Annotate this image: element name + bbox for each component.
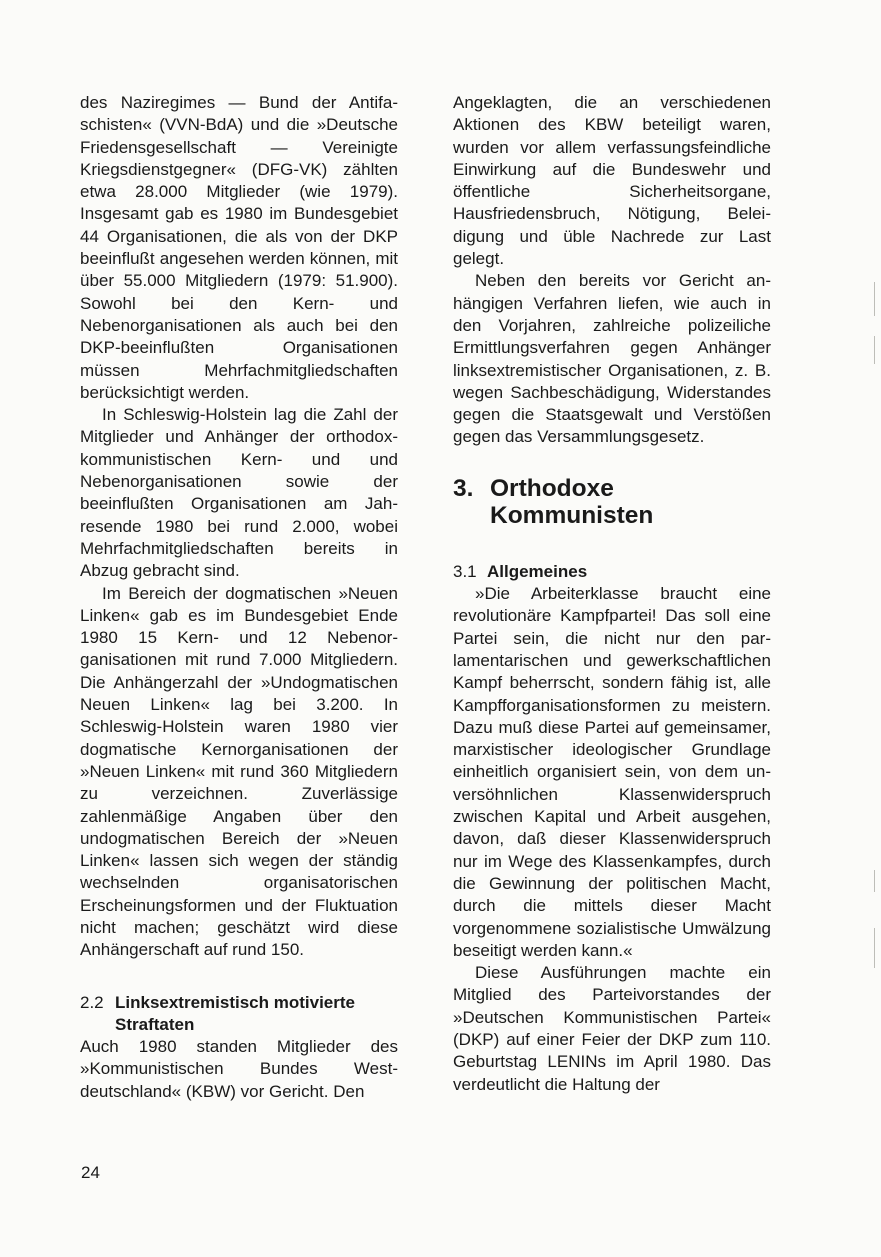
subsection-heading-3-1 [453, 561, 771, 583]
subsection-title: Linksextremistisch motivierte Straftaten [115, 992, 355, 1034]
scan-mark [874, 870, 875, 892]
right-paragraph-4: Diese Ausführungen machte ein Mitglied des Parteivorstandes der »Deutschen Kommunistischen Partei« (DKP) auf einer Feier der DKP zum 110. Geburtstag LENINs im April 1980. Das verdeutlicht die Haltung der [453, 963, 771, 1094]
left-paragraph-3: Im Bereich der dogmatischen »Neuen Linken« gab es im Bundesgebiet Ende 1980 15 Kern- und 12 Nebenorganisationen mit rund 7.000 Mitgliedern. Die Anhängerzahl der »Undogmatischen Neuen Linken« lag bei 3.200. In Schleswig-Holstein waren 1980 vier dogmatische Kernorganisationen der »Neuen Linken« mit rund 360 Mitgliedern zu verzeichnen. Zuverlässige zahlenmäßige Angaben über den undogmatischen Bereich der »Neuen Linken« lassen sich wegen der ständig wechselnden organisatorischen Erscheinungsformen und der Fluktuation nicht machen; geschätzt wird diese Anhängerschaft auf rund 150. [80, 583, 398, 960]
section-number: 3. [453, 474, 474, 502]
section-title: Orthodoxe Kommunisten [490, 474, 654, 529]
subsection-heading-2-2 [80, 992, 398, 1037]
section-heading-3 [453, 475, 771, 529]
right-paragraph-3: »Die Arbeiterklasse braucht eine revolutionäre Kampfpartei! Das soll eine Partei sein, die nicht nur den parlamentarischen und gewerkschaftlichen Kampf beherrscht, sondern fähig ist, alle Kampfforganisationsformen zu meistern. Dazu muß diese Partei auf gemeinsamer, marxistischer ideologischer Grundlage einheitlich organisiert sein, von dem unversöhnlichen Klassenwiderspruch zwischen Kapital und Arbeit ausgehen, davon, daß dieser Klassenwiderspruch nur im Wege des Klassenkampfes, durch die Gewinnung der politischen Macht, durch die mittels dieser Macht vorgenommene sozialistische Umwälzung beseitigt werden kann.« [453, 584, 771, 960]
subsection-number: 3.1 [453, 561, 477, 581]
subsection-title: Allgemeines [487, 561, 588, 581]
right-column [453, 92, 771, 1096]
left-paragraph-1: des Naziregimes — Bund der Antifaschisten« (VVN-BdA) und die »Deutsche Friedensgesellschaft — Vereinigte Kriegsdienstgegner« (DFG-VK) zählten etwa 28.000 Mitglieder (wie 1979). Insgesamt gab es 1980 im Bundesgebiet 44 Organisationen, die als von der DKP beeinflußt angesehen werden können, mit über 55.000 Mitgliedern (1979: 51.900). Sowohl bei den Kern- und Nebenorganisationen als auch bei den DKP-beeinflußten Organisationen müssen Mehrfachmitgliedschaften berücksichtigt werden. [80, 93, 398, 402]
page-number: 24 [81, 1163, 100, 1182]
left-column [80, 92, 398, 1103]
left-paragraph-2: In Schleswig-Holstein lag die Zahl der Mitglieder und Anhänger der orthodox-kommunistischen Kern- und und Nebenorganisationen sowie der beeinflußten Organisationen am Jahresende 1980 bei rund 2.000, wobei Mehrfachmitgliedschaften bereits in Abzug gebracht sind. [80, 405, 398, 581]
subsection-number: 2.2 [80, 992, 104, 1012]
scan-mark [874, 282, 875, 316]
left-paragraph-4: Auch 1980 standen Mitglieder des »Kommunistischen Bundes Westdeutschland« (KBW) vor Gericht. Den [80, 1037, 398, 1101]
right-paragraph-2: Neben den bereits vor Gericht anhängigen Verfahren liefen, wie auch in den Vorjahren, zahlreiche polizeiliche Ermittlungsverfahren gegen Anhänger linksextremistischer Organisationen, z. B. wegen Sachbeschädigung, Widerstandes gegen die Staatsgewalt und Verstößen gegen das Versammlungsgesetz. [453, 271, 771, 447]
scan-mark [874, 928, 875, 968]
right-paragraph-1: Angeklagten, die an verschiedenen Aktionen des KBW beteiligt waren, wurden vor allem verfassungsfeindliche Einwirkung auf die Bundeswehr und öffentliche Sicherheitsorgane, Hausfriedensbruch, Nötigung, Beleidigung und üble Nachrede zur Last gelegt. [453, 93, 771, 269]
scan-mark [874, 336, 875, 364]
